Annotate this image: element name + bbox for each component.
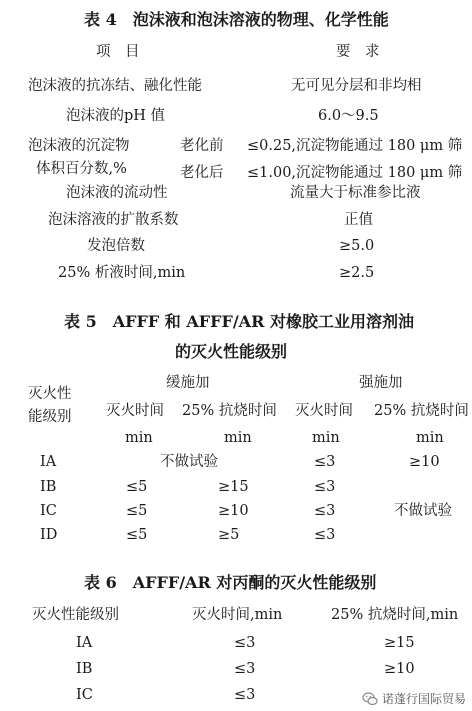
table5-gentle-time: ≤5 (126, 527, 148, 543)
table5-col-burnback: 25% 抗烧时间 (374, 403, 469, 419)
table4-row-value: 正值 (344, 212, 373, 228)
table5-group-strong: 强施加 (359, 375, 403, 391)
watermark (362, 690, 466, 707)
table5-strong-time: ≤3 (314, 454, 336, 470)
table6-level: ⅠA (76, 635, 93, 651)
table5-gentle-time: ≤5 (126, 479, 148, 495)
table4-row-item: 25% 析液时间,min (58, 265, 186, 281)
table5-strong-burnback: ≥10 (409, 454, 440, 470)
table5-level-header: 灭火性 (28, 386, 72, 402)
table4-row-value: ≤0.25,沉淀物能通过 180 μm 筛 (247, 138, 463, 154)
table6-level: ⅠB (76, 661, 93, 677)
table4-row-item: 泡沫液的抗冻结、融化性能 (28, 78, 202, 94)
table5-col-extinguish: 灭火时间 (295, 403, 353, 419)
table5-level: ⅠD (40, 527, 58, 543)
table5-unit: min (416, 430, 444, 446)
table4-row-value: ≥2.5 (339, 265, 375, 281)
table4-row-value: 流量大于标准参比液 (290, 185, 421, 201)
table5-gentle-burnback: ≥15 (218, 479, 249, 495)
table4-row-item: 泡沫液的沉淀物 (28, 138, 130, 154)
table5-level-header: 能级别 (28, 409, 72, 425)
table4-row-item: 泡沫液的流动性 (66, 185, 168, 201)
table5-col-extinguish: 灭火时间 (106, 403, 164, 419)
table5-strong-burnback-merged: 不做试验 (394, 503, 452, 519)
table4-row-item: 发泡倍数 (87, 238, 145, 254)
table5-group-gentle: 缓施加 (166, 375, 210, 391)
table5-unit: min (125, 430, 153, 446)
table5-unit: min (224, 430, 252, 446)
table5-unit: min (312, 430, 340, 446)
table5-gentle-burnback: ≥10 (218, 503, 249, 519)
table4-row-item: 体积百分数,% (36, 161, 127, 177)
table5-gentle-burnback: ≥5 (218, 527, 240, 543)
table5-level: ⅠB (40, 479, 57, 495)
table6-level: ⅠC (76, 687, 93, 703)
table6-time: ≤3 (234, 687, 256, 703)
table4-row-value: ≥5.0 (339, 238, 375, 254)
table4-row-subitem: 老化后 (180, 165, 224, 181)
table4-row-item: 泡沫液的pH 值 (66, 108, 166, 124)
table5-level: ⅠA (40, 454, 57, 470)
table5-gentle-time: ≤5 (126, 503, 148, 519)
table4-row-value: 6.0～9.5 (318, 108, 379, 124)
table6-time: ≤3 (234, 661, 256, 677)
table6-header-burnback: 25% 抗烧时间,min (331, 607, 459, 623)
table5-strong-time: ≤3 (314, 527, 336, 543)
table4-row-item: 泡沫溶液的扩散系数 (48, 212, 179, 228)
table5-title: 表 5 AFFF 和 AFFF/AR 对橡胶工业用溶剂油 (64, 312, 414, 331)
table4-title: 表 4 泡沫液和泡沫溶液的物理、化学性能 (84, 10, 389, 29)
table6-header-level: 灭火性能级别 (32, 607, 119, 623)
table4-row-value: ≤1.00,沉淀物能通过 180 μm 筛 (247, 165, 463, 181)
table5-strong-time: ≤3 (314, 503, 336, 519)
watermark-text: 诺蓬行国际贸易 (381, 692, 466, 706)
table6-time: ≤3 (234, 635, 256, 651)
table5-title: 的灭火性能级别 (175, 342, 288, 361)
table4-header-requirement: 要 求 (336, 44, 380, 60)
table4-row-subitem: 老化前 (180, 138, 224, 154)
wechat-icon (362, 691, 378, 707)
table6-title: 表 6 AFFF/AR 对丙酮的灭火性能级别 (84, 573, 377, 592)
table5-level: ⅠC (40, 503, 57, 519)
table5-gentle-merged: 不做试验 (160, 454, 218, 470)
table5-col-burnback: 25% 抗烧时间 (182, 403, 277, 419)
table4-row-value: 无可见分层和非均相 (291, 78, 422, 94)
table6-header-time: 灭火时间,min (192, 607, 283, 623)
table5-strong-time: ≤3 (314, 479, 336, 495)
table6-burnback: ≥15 (384, 635, 415, 651)
table4-header-item: 项 目 (96, 44, 140, 60)
table6-burnback: ≥10 (384, 661, 415, 677)
